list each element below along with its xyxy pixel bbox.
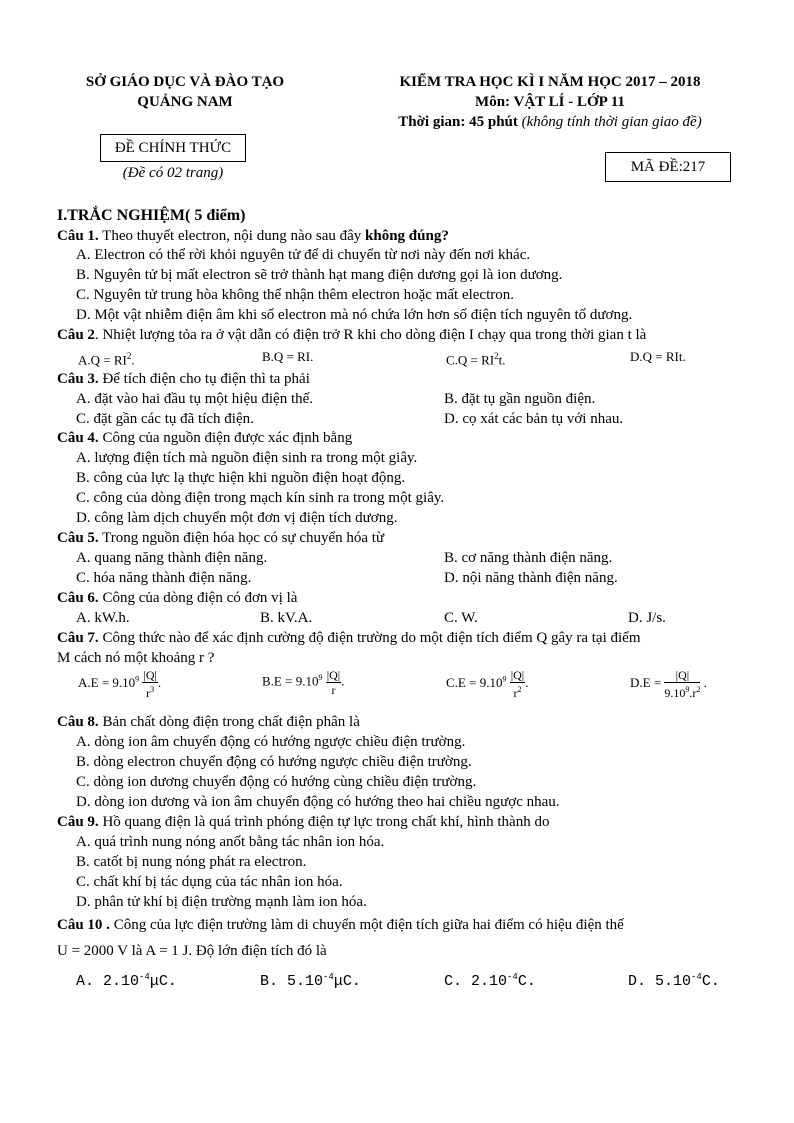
q3-option-c: C. đặt gần các tụ đã tích điện. (76, 411, 254, 427)
pages-note: (Đề có 02 trang) (122, 165, 224, 181)
q8-option-b: B. dòng electron chuyển động có hướng ngược chiều điện trường. (76, 754, 472, 770)
q4-option-b: B. công của lực lạ thực hiện khi nguồn điện hoạt động. (76, 470, 406, 486)
question-6: Câu 6. Công của dòng điện có đơn vị là (57, 590, 298, 606)
q2-option-d: D.Q = RIt. (630, 349, 686, 364)
official-box: ĐỀ CHÍNH THỨC (100, 134, 246, 162)
question-3: Câu 3. Để tích điện cho tụ điện thì ta phải (57, 371, 310, 387)
question-2: Câu 2. Nhiệt lượng tỏa ra ở vật dẫn có điện trở R khi cho dòng điện I chạy qua trong thời gian t là (57, 327, 647, 343)
q6-option-a: A. kW.h. (76, 610, 130, 626)
q7-option-b: $B.E = 9.10^9$ $\frac{|Q|}{r}$ . (262, 668, 345, 697)
q7-option-c: $C.E = 9.10^9$ $\frac{|Q|}{r^2}$ . (446, 668, 529, 700)
q2-option-a: $A.Q = RI^2$. (78, 351, 135, 368)
question-10-line2: U = 2000 V là A = 1 J. Độ lớn điện tích đó là (57, 943, 327, 959)
q9-option-a: A. quá trình nung nóng anốt bằng tác nhân ion hóa. (76, 834, 385, 850)
q1-option-d: D. Một vật nhiễm điện âm khi số electron mà nó chứa lớn hơn số điện tích nguyên tố dương. (76, 307, 633, 323)
question-7: Câu 7. Công thức nào để xác định cường độ điện trường do một điện tích điểm Q gây ra tại điểm (57, 630, 641, 646)
section-title: I.TRẮC NGHIỆM( 5 điểm) (57, 207, 246, 224)
q2-option-c: $C.Q = RI^2t$. (446, 351, 506, 368)
exam-code-box: MÃ ĐỀ:217 (605, 152, 731, 182)
question-5: Câu 5. Trong nguồn điện hóa học có sự chuyển hóa từ (57, 530, 385, 546)
q6-option-b: B. kV.A. (260, 610, 313, 626)
q4-option-a: A. lượng điện tích mà nguồn điện sinh ra trong một giây. (76, 450, 418, 466)
q3-option-d: D. cọ xát các bản tụ với nhau. (444, 411, 624, 427)
exam-title: KIỂM TRA HỌC KÌ I NĂM HỌC 2017 – 2018 (399, 74, 701, 90)
q10-option-a: A. $2.10^{-4}\mu C$. (76, 972, 177, 990)
q6-option-d: D. J/s. (628, 610, 666, 626)
q7-option-a: $A.E = 9.10^9$ $\frac{|Q|}{r^3}$ . (78, 668, 162, 700)
time-line: Thời gian: 45 phút (không tính thời gian giao đề) (398, 114, 702, 130)
q8-option-d: D. dòng ion dương và ion âm chuyển động có hướng theo hai chiều ngược nhau. (76, 794, 560, 810)
q8-option-a: A. dòng ion âm chuyển động có hướng ngược chiều điện trường. (76, 734, 466, 750)
q4-option-c: C. công của dòng điện trong mạch kín sinh ra trong một giây. (76, 490, 445, 506)
q7-option-d: D.E = $\frac{|Q|}{9.10^9.r^2}$ . (630, 668, 707, 700)
question-10: Câu 10 . Công của lực điện trường làm di chuyển một điện tích giữa hai điểm có hiệu điện thế (57, 917, 624, 933)
q8-option-c: C. dòng ion dương chuyển động có hướng cùng chiều điện trường. (76, 774, 477, 790)
q10-option-b: B. $5.10^{-4}\mu C$. (260, 972, 361, 990)
question-4: Câu 4. Công của nguồn điện được xác định bằng (57, 430, 353, 446)
question-9: Câu 9. Hồ quang điện là quá trình phóng điện tự lực trong chất khí, hình thành do (57, 814, 550, 830)
q4-option-d: D. công làm dịch chuyển một đơn vị điện tích dương. (76, 510, 398, 526)
q9-option-c: C. chất khí bị tác dụng của tác nhân ion hóa. (76, 874, 343, 890)
province-name: QUẢNG NAM (137, 94, 233, 110)
q1-option-b: B. Nguyên tử bị mất electron sẽ trở thành hạt mang điện dương gọi là ion dương. (76, 267, 563, 283)
q9-option-d: D. phân tử khí bị điện trường mạnh làm ion hóa. (76, 894, 367, 910)
q10-option-c: C. $2.10^{-4}C$. (444, 972, 536, 990)
department-name: SỞ GIÁO DỤC VÀ ĐÀO TẠO (85, 74, 285, 90)
q10-option-d: D. $5.10^{-4}C$. (628, 972, 720, 990)
q5-option-d: D. nội năng thành điện năng. (444, 570, 618, 586)
q3-option-a: A. đặt vào hai đầu tụ một hiệu điện thế. (76, 391, 314, 407)
question-8: Câu 8. Bản chất dòng điện trong chất điện phân là (57, 714, 360, 730)
q6-option-c: C. W. (444, 610, 478, 626)
q2-option-b: B.Q = RI. (262, 349, 314, 364)
q3-option-b: B. đặt tụ gần nguồn điện. (444, 391, 596, 407)
q5-option-a: A. quang năng thành điện năng. (76, 550, 268, 566)
q1-option-a: A. Electron có thể rời khỏi nguyên tử để di chuyển từ nơi này đến nơi khác. (76, 247, 531, 263)
q5-option-b: B. cơ năng thành điện năng. (444, 550, 613, 566)
q5-option-c: C. hóa năng thành điện năng. (76, 570, 252, 586)
question-7-line2: M cách nó một khoảng r ? (57, 650, 215, 666)
q9-option-b: B. catốt bị nung nóng phát ra electron. (76, 854, 307, 870)
question-1: Câu 1. Theo thuyết electron, nội dung nào sau đây không đúng? (57, 228, 449, 244)
q1-option-c: C. Nguyên tử trung hòa không thể nhận thêm electron hoặc mất electron. (76, 287, 515, 303)
subject-line: Môn: VẬT LÍ - LỚP 11 (475, 94, 625, 110)
